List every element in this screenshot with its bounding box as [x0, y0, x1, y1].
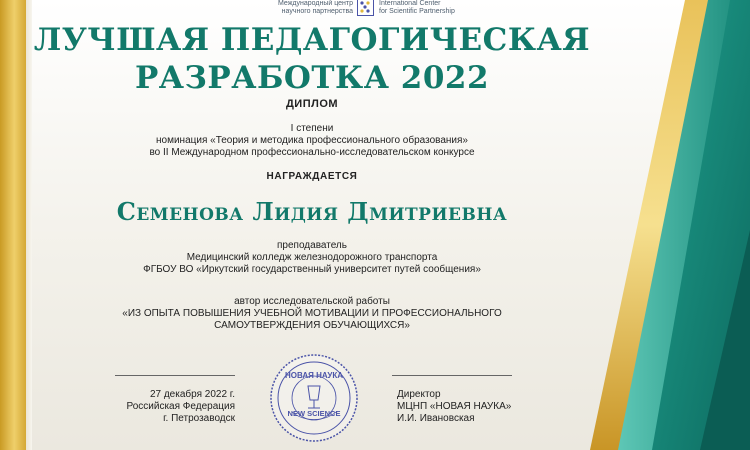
- stamp-seal: [268, 352, 360, 444]
- work-block: [32, 296, 592, 332]
- college-name: Медицинский колледж железнодорожного транспорта: [186, 252, 438, 263]
- org-name-en: International Center for Scientific Partnership: [379, 0, 455, 15]
- signer-role: Директор: [397, 389, 441, 400]
- signer-name: И.И. Ивановская: [397, 413, 475, 424]
- signer-org: МЦНП «НОВАЯ НАУКА»: [397, 401, 512, 412]
- title-line-1: ЛУЧШАЯ ПЕДАГОГИЧЕСКАЯ: [33, 22, 591, 58]
- seal-bottom-text: NEW SCIENCE: [287, 409, 341, 418]
- diploma-label: ДИПЛОМ: [285, 98, 339, 110]
- university-name: ФГБОУ ВО «Иркутский государственный университет путей сообщения»: [143, 264, 481, 275]
- work-title-line-1: «ИЗ ОПЫТА ПОВЫШЕНИЯ УЧЕБНОЙ МОТИВАЦИИ И ПРОФЕССИОНАЛЬНОГО: [122, 308, 502, 319]
- work-title-line-2: САМОУТВЕРЖДЕНИЯ ОБУЧАЮЩИХСЯ»: [214, 320, 410, 331]
- header-org: [195, 0, 535, 18]
- title-line-2: РАЗРАБОТКА 2022: [134, 60, 490, 96]
- org-logo-icon: [357, 0, 374, 16]
- left-gold-border: [0, 0, 26, 450]
- contest-name: во II Международном профессионально-исследовательском конкурсе: [149, 147, 475, 158]
- left-signature-line: [115, 375, 235, 376]
- right-signature-line: [392, 375, 512, 376]
- country: Российская Федерация: [126, 401, 235, 412]
- degree-block: [32, 123, 592, 159]
- recipient-name: Семенова Лидия Дмитриевна: [116, 197, 508, 226]
- position-block: [32, 240, 592, 276]
- job-title: преподаватель: [277, 240, 347, 251]
- seal-top-text: НОВАЯ НАУКА: [284, 371, 344, 380]
- org-name-ru: Международный центр научного партнерства: [277, 0, 353, 15]
- degree-level: I степени: [290, 123, 334, 134]
- awarded-label: НАГРАЖДАЕТСЯ: [266, 171, 358, 182]
- footer-left: [110, 389, 235, 425]
- work-label: автор исследовательской работы: [234, 296, 390, 307]
- right-decorative-stripes: [590, 0, 750, 450]
- city: г. Петрозаводск: [163, 413, 235, 424]
- issue-date: 27 декабря 2022 г.: [149, 389, 235, 400]
- footer-right: [397, 389, 511, 425]
- nomination: номинация «Теория и методика профессионального образования»: [156, 135, 468, 146]
